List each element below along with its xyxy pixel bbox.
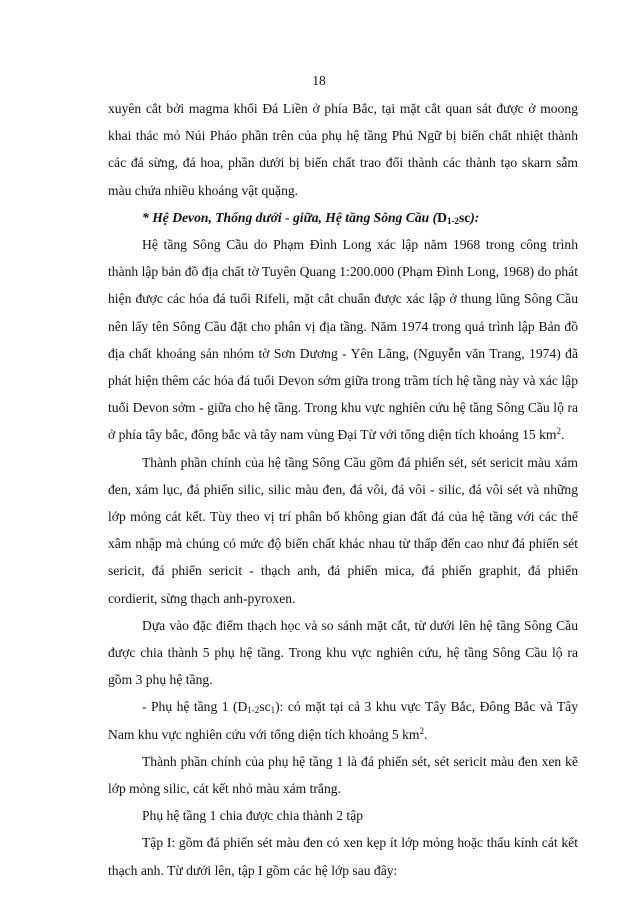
paragraph-subformation-composition: Thành phần chính của phụ hệ tầng 1 là đá phiến sét, sét sericit màu đen xen kẽ lớp mỏng silic, cát kết nhỏ màu xám trắng.	[108, 753, 578, 797]
subformation-lead: - Phụ hệ tầng 1 (D	[142, 699, 248, 715]
paragraph-subdivision: Dựa vào đặc điểm thạch học và so sánh mặt cắt, từ dưới lên hệ tầng Sông Cầu được chia thành 5 phụ hệ tầng. Trong khu vực nghiên cứu, hệ tầng Sông Cầu lộ ra gồm 3 phụ hệ tầng.	[108, 617, 578, 688]
subformation-subscript-1: 1-2	[247, 705, 260, 716]
subformation-text: ): có mặt tại cả 3 khu vực Tây Bắc, Đông Bắc và Tây Nam khu vực nghiên cứu với tổng diện tích khoảng 5 km	[108, 699, 578, 742]
heading-lead: * Hệ Devon, Thống dưới - giữa, Hệ tầng Sông Cầu (	[142, 209, 438, 225]
body-text	[108, 95, 578, 884]
subformation-subscript-2: 1	[270, 705, 276, 716]
area-unit-superscript: 2	[556, 426, 561, 437]
subformation-end: .	[424, 726, 428, 742]
subformation-mid: sc	[259, 699, 271, 715]
paragraph-composition: Thành phần chính của hệ tầng Sông Cầu gồm đá phiến sét, sét sericit màu xám đen, xám lục, đá phiến silic, silic màu đen, đá vôi, đá vôi - silic, đá vôi sét và những lớp mỏng cát kết. Tùy theo vị trí phân bố không gian đất đá của hệ tầng với các thể xâm nhập mà chúng có mức độ biến chất khác nhau từ thấp đến cao như đá phiến sét sericit, đá phiến sericit - thạch anh, đá phiến mica, đá phiến graphit, đá phiến cordierit, sừng thạch anh-pyroxen.	[108, 454, 578, 606]
heading-end: ):	[470, 209, 480, 225]
subformation-area-superscript: 2	[419, 725, 424, 736]
paragraph-set-1: Tập I: gồm đá phiến sét màu đen có xen kẹp ít lớp mỏng hoặc thấu kính cát kết thạch anh. Từ dưới lên, tập I gồm các hệ lớp sau đây:	[108, 835, 578, 878]
paragraph-history	[108, 231, 578, 449]
heading-symbol: D	[437, 209, 447, 225]
heading-symbol-tail: sc	[458, 209, 471, 225]
paragraph-continuation: xuyên cắt bởi magma khối Đá Liền ở phía Bắc, tại mặt cắt quan sát được ở moong khai thác mỏ Núi Pháo phần trên của phụ hệ tầng Phú Ngữ bị biến chất nhiệt thành các đá sừng, đá hoa, phần dưới bị biến chất trao đổi thành các thành tạo skarn sẫm màu chứa nhiều khoáng vật quặng.	[108, 101, 578, 198]
paragraph-subformation-1	[108, 693, 578, 747]
paragraph-sets-intro: Phụ hệ tầng 1 chia được chia thành 2 tập	[142, 808, 364, 824]
heading-subscript: 1-2	[446, 215, 459, 226]
paragraph-history-end: .	[560, 427, 565, 443]
page-number: 18	[312, 73, 326, 88]
paragraph-history-text: Hệ tầng Sông Cầu do Phạm Đình Long xác lập năm 1968 trong công trình thành lập bản đồ địa chất tờ Tuyên Quang 1:200.000 (Phạm Đình Long, 1968) do phát hiện được các hóa đá tuổi Rifeli, mặt cắt chuẩn được xác lập ở thung lũng Sông Cầu nên lấy tên Sông Cầu đặt cho phân vị địa tầng. Năm 1974 trong quá trình lập Bản đồ địa chất khoáng sản nhóm tờ Sơn Dương - Yên Lãng, (Nguyễn văn Trang, 1974) đã phát hiện thêm các hóa đá tuổi Devon sớm giữa trong trầm tích hệ tầng này và xác lập tuổi Devon sớm - giữa cho hệ tầng. Trong khu vực nghiên cứu hệ tầng Sông Cầu lộ ra ở phía tây bắc, đông bắc và tây nam vùng Đại Từ với tổng diện tích khoảng 15 km	[108, 237, 578, 443]
section-heading	[108, 204, 578, 231]
